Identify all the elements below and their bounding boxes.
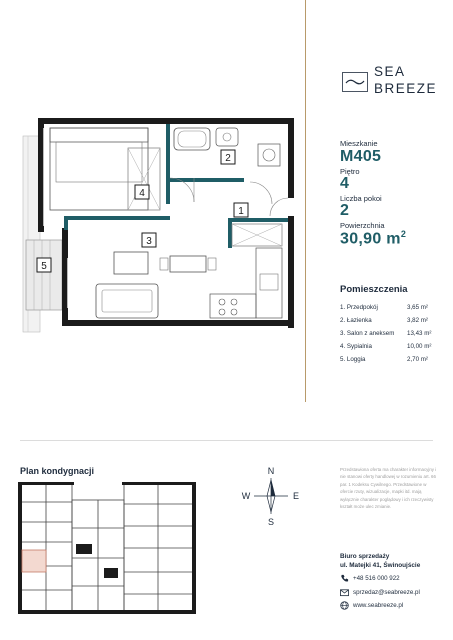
- room-tag-1: [234, 203, 248, 217]
- svg-text:5: 5: [41, 261, 47, 272]
- svg-text:N: N: [267, 466, 275, 476]
- area-unit-sup: 2: [400, 229, 407, 239]
- area-number: 30,90 m: [340, 230, 401, 248]
- svg-text:2: 2: [225, 153, 231, 164]
- divider-horizontal: [20, 440, 433, 441]
- svg-text:1: 1: [238, 206, 244, 217]
- room-tag-4: [135, 185, 149, 199]
- compass-icon: [240, 462, 302, 526]
- unit-number: M405: [340, 148, 382, 165]
- svg-text:3: 3: [146, 236, 152, 247]
- apartment-plan: [20, 108, 300, 338]
- brand-line1: SEA: [374, 64, 406, 79]
- rooms-count-value: 2: [340, 202, 350, 219]
- room-name: 5. Loggia: [340, 356, 366, 363]
- floor-value: 4: [340, 175, 350, 192]
- room-tag-5: [37, 258, 51, 272]
- area-value: [340, 229, 406, 248]
- room-area: 13,43 m²: [407, 330, 432, 337]
- room-name: 2. Łazienka: [340, 317, 372, 324]
- floor-plan-title: Plan kondygnacji: [20, 466, 95, 476]
- room-tag-2: [221, 150, 235, 164]
- area-label: Powierzchnia: [340, 221, 385, 230]
- room-name: 3. Salon z aneksem: [340, 330, 395, 337]
- svg-text:E: E: [292, 491, 300, 501]
- mail-icon: [340, 588, 349, 597]
- disclaimer-text: Przedstawiona oferta ma charakter informacyjny i nie stanowi oferty handlowej w rozumieniu art. 66 par. 1 Kodeksu Cywilnego. Przedstawione w ofercie rzuty, wizualizacje, mapki itd. mają wyłącznie charakter poglądowy i ich rzeczywisty kształt może ulec zmianie.: [340, 467, 437, 510]
- room-tag-3: [142, 233, 156, 247]
- room-area: 10,00 m²: [407, 343, 432, 350]
- phone-icon: [340, 574, 349, 583]
- room-area: 3,82 m²: [407, 317, 428, 324]
- room-area: 2,70 m²: [407, 356, 428, 363]
- room-area: 3,65 m²: [407, 304, 428, 311]
- svg-text:W: W: [241, 491, 251, 501]
- rooms-title: Pomieszczenia: [340, 284, 408, 295]
- web-text: www.seabreeze.pl: [353, 602, 404, 609]
- unit-label: Mieszkanie: [340, 139, 378, 148]
- divider-vertical: [305, 0, 306, 402]
- brand-logo: [342, 64, 438, 104]
- sales-office: [340, 552, 420, 570]
- sales-office-title: Biuro sprzedaży: [340, 553, 390, 560]
- globe-icon: [340, 601, 349, 610]
- room-name: 4. Sypialnia: [340, 343, 372, 350]
- wave-logo-icon: [342, 72, 368, 92]
- room-name: 1. Przedpokój: [340, 304, 378, 311]
- phone-text: +48 516 000 922: [353, 575, 400, 582]
- svg-text:S: S: [267, 517, 275, 526]
- svg-text:4: 4: [139, 188, 145, 199]
- floor-plan-thumbnail: [18, 478, 196, 618]
- brand-line2: BREEZE: [374, 81, 438, 96]
- floor-label: Piętro: [340, 167, 360, 176]
- rooms-count-label: Liczba pokoi: [340, 194, 382, 203]
- email-text: sprzedaz@seabreeze.pl: [353, 589, 420, 596]
- sales-office-address: ul. Matejki 41, Świnoujście: [340, 562, 421, 569]
